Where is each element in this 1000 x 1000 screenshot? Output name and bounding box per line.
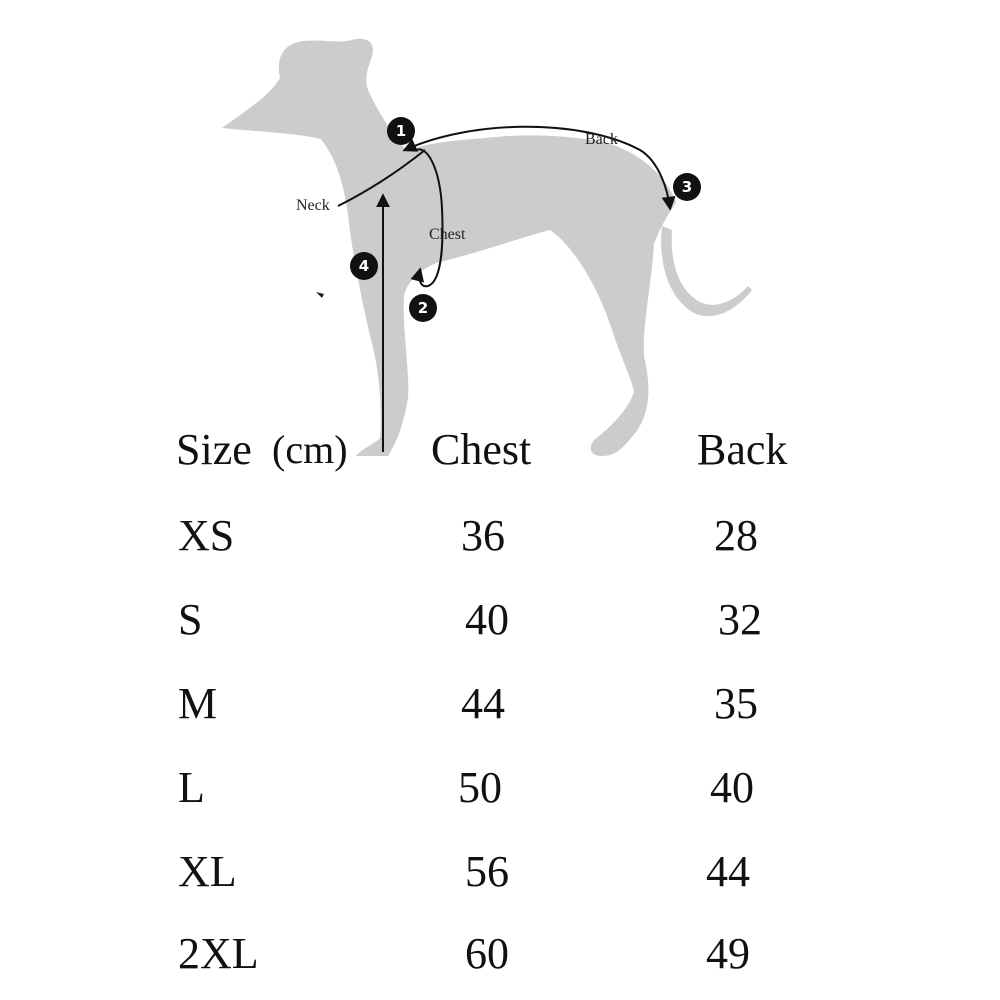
dog-silhouette <box>222 39 752 456</box>
marker-2-number: 2 <box>417 299 429 317</box>
back-cell: 49 <box>706 929 750 978</box>
marker-3-number: 3 <box>681 178 693 196</box>
dog-tail <box>661 226 752 316</box>
marker-4 <box>350 252 378 280</box>
stray-mark <box>316 292 324 298</box>
back-column-header: Back <box>697 425 788 474</box>
size-cell: L <box>178 763 205 812</box>
size-cell: M <box>178 679 218 728</box>
neck-label: Neck <box>296 197 330 214</box>
size-column-header: Size <box>176 425 252 474</box>
chest-cell: 36 <box>461 511 505 560</box>
back-cell: 32 <box>718 595 762 644</box>
chest-cell: 40 <box>465 595 509 644</box>
size-cell: XL <box>178 847 237 896</box>
back-label: Back <box>585 131 618 148</box>
chest-cell: 50 <box>458 763 502 812</box>
size-cell: S <box>178 595 203 644</box>
marker-3 <box>673 173 701 201</box>
size-cell: XS <box>178 511 235 560</box>
dog-body <box>320 135 676 456</box>
back-cell: 40 <box>710 763 754 812</box>
marker-2 <box>409 294 437 322</box>
back-cell: 35 <box>714 679 758 728</box>
size-cell: 2XL <box>178 929 259 978</box>
back-cell: 44 <box>706 847 750 896</box>
back-cell: 28 <box>714 511 758 560</box>
unit-note-text: (cm) <box>272 427 348 472</box>
marker-4-number: 4 <box>358 257 370 275</box>
chest-column-header: Chest <box>431 425 532 474</box>
chest-label: Chest <box>429 226 466 243</box>
dog-measurement-diagram <box>0 0 1000 474</box>
chest-cell: 60 <box>465 929 509 978</box>
marker-1 <box>387 117 415 145</box>
marker-1-number: 1 <box>395 122 407 140</box>
chest-cell: 56 <box>465 847 509 896</box>
chest-cell: 44 <box>461 679 505 728</box>
